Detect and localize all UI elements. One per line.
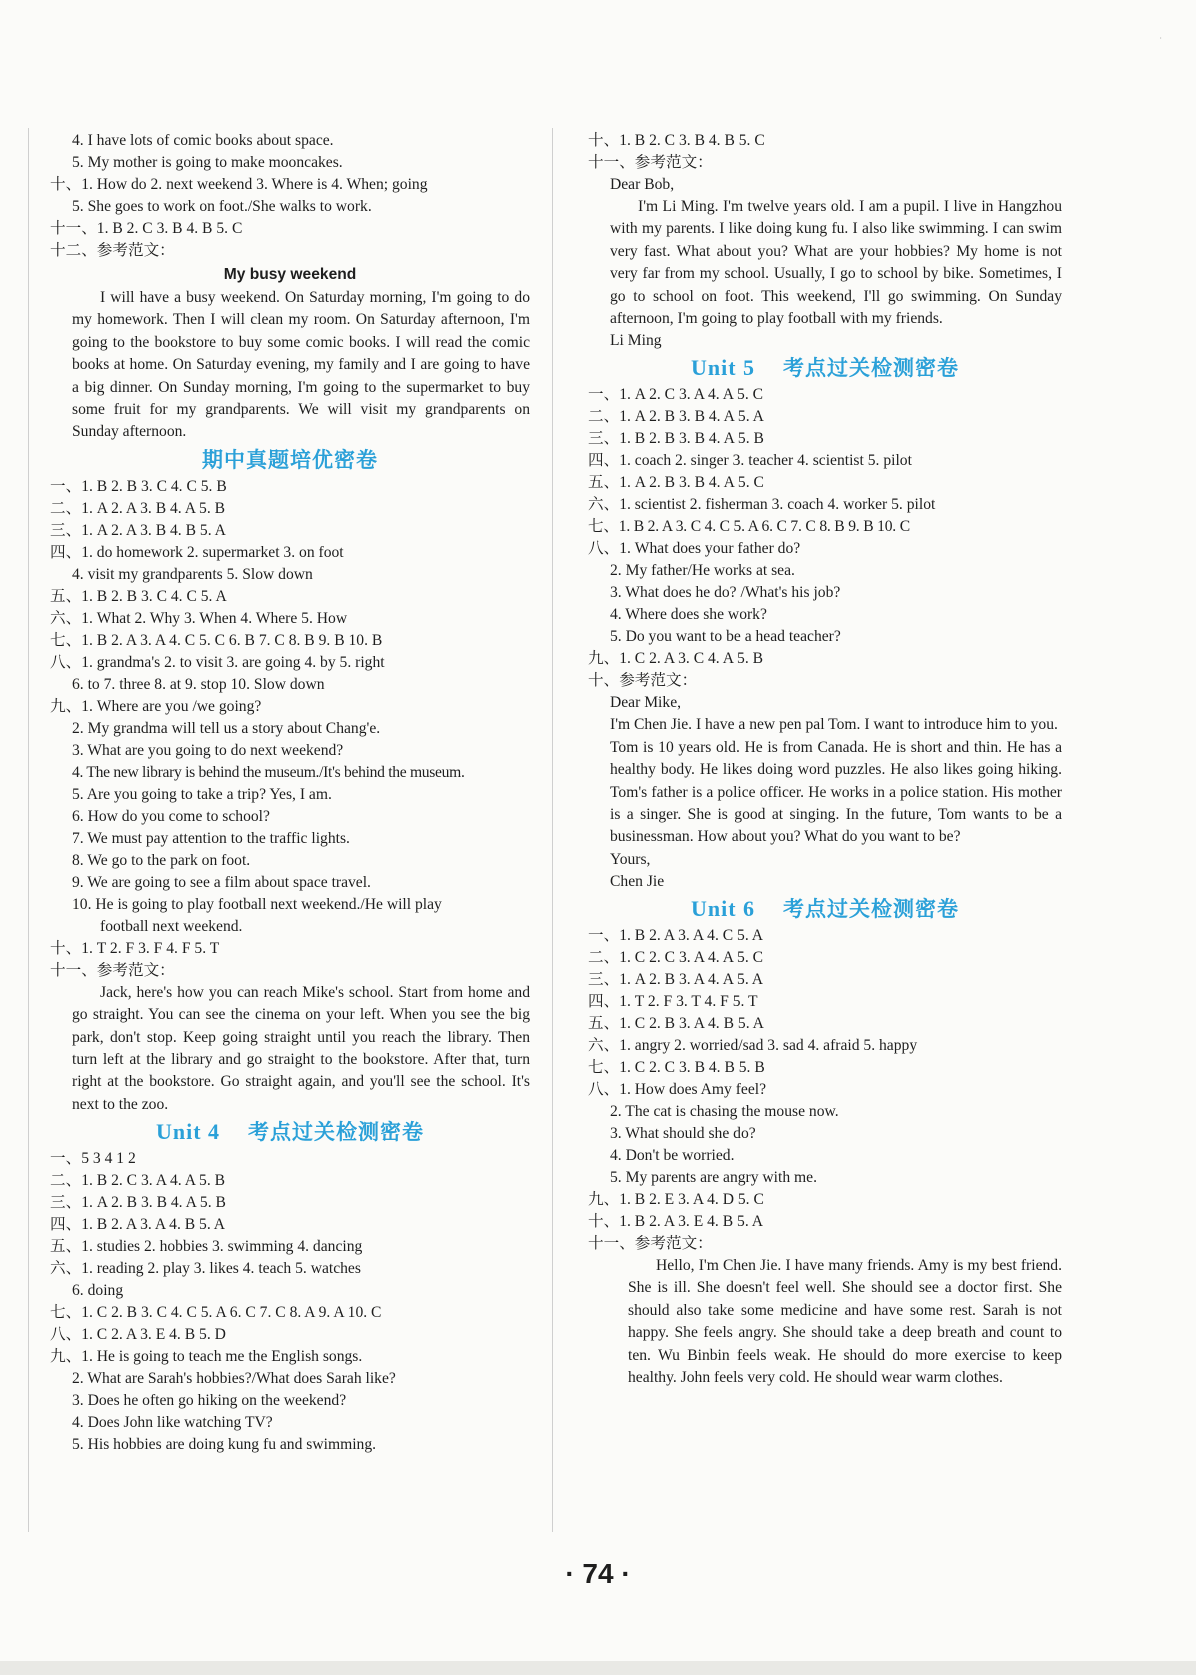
answer-line: 八、1. What does your father do? <box>588 540 801 558</box>
answer-line: 九、1. B 2. E 3. A 4. D 5. C <box>588 1190 764 1208</box>
answer-line: 一、1. A 2. C 3. A 4. A 5. C <box>588 386 764 404</box>
section-title-unit: Unit 5 <box>690 355 756 381</box>
answer-line: 十二、参考范文： <box>50 242 175 259</box>
answer-line: 五、1. A 2. B 3. B 4. A 5. C <box>588 474 764 492</box>
answer-line: 一、1. B 2. B 3. C 4. C 5. B <box>50 477 227 495</box>
letter-greeting: Dear Mike, <box>610 694 682 712</box>
letter-signature: Li Ming <box>610 332 662 350</box>
essay-title: My busy weekend <box>223 266 357 283</box>
corner-mark: · <box>1159 34 1162 43</box>
answer-line: 3. What are you going to do next weekend? <box>72 741 344 759</box>
answer-line: 8. We go to the park on foot. <box>72 851 251 869</box>
answer-line: 十、参考范文： <box>588 672 698 690</box>
answer-line: 五、1. C 2. B 3. A 4. B 5. A <box>588 1014 764 1032</box>
answer-line: 3. What does he do? /What's his job? <box>610 584 841 602</box>
answer-line: 3. What should she do? <box>610 1124 756 1142</box>
answer-line: 9. We are going to see a film about space travel. <box>72 873 371 891</box>
answer-line: 5. She goes to work on foot./She walks to work. <box>72 198 372 215</box>
answer-line: 5. Are you going to take a trip? Yes, I am. <box>72 785 332 803</box>
answer-line: 六、1. scientist 2. fisherman 3. coach 4. worker 5. pilot <box>588 496 936 514</box>
answer-line: 4. Where does she work? <box>610 606 767 624</box>
section-title <box>50 1121 530 1143</box>
answer-line: 4. visit my grandparents 5. Slow down <box>72 565 313 583</box>
answer-line: 三、1. A 2. B 3. A 4. A 5. A <box>588 970 764 988</box>
answer-line: 五、1. B 2. B 3. C 4. C 5. A <box>50 587 227 605</box>
answer-line: 八、1. C 2. A 3. E 4. B 5. D <box>50 1326 226 1344</box>
answer-line: 10. He is going to play football next weekend./He will play <box>72 895 442 913</box>
answer-line: 十、1. T 2. F 3. F 4. F 5. T <box>50 939 220 957</box>
answer-line: 十一、参考范文： <box>588 1234 713 1252</box>
answer-line: 5. My mother is going to make mooncakes. <box>72 154 343 171</box>
answer-line: 6. to 7. three 8. at 9. stop 10. Slow down <box>72 675 325 693</box>
answer-line: 7. We must pay attention to the traffic lights. <box>72 829 350 847</box>
section-title-text: 考点过关检测密卷 <box>248 1120 425 1145</box>
answer-line: 4. Does John like watching TV? <box>72 1414 273 1432</box>
answer-line: 三、1. B 2. B 3. B 4. A 5. B <box>588 430 764 448</box>
answer-line: 二、1. B 2. C 3. A 4. A 5. B <box>50 1172 226 1190</box>
answer-line: 七、1. B 2. A 3. A 4. C 5. C 6. B 7. C 8. B 9. B 10. B <box>50 631 383 649</box>
answer-line: 十一、参考范文： <box>588 154 713 171</box>
answer-line: 七、1. B 2. A 3. C 4. C 5. A 6. C 7. C 8. B 9. B 10. C <box>588 518 910 536</box>
answer-line: 二、1. C 2. C 3. A 4. A 5. C <box>588 948 764 966</box>
answer-line: 七、1. C 2. C 3. B 4. B 5. B <box>588 1058 765 1076</box>
letter-signature: Chen Jie <box>610 872 665 890</box>
answer-line: 十一、参考范文： <box>50 961 175 979</box>
bottom-strip <box>0 1661 1196 1675</box>
answer-line: 6. doing <box>72 1282 124 1300</box>
section-title-text: 考点过关检测密卷 <box>783 896 960 921</box>
answer-line: 十、1. How do 2. next weekend 3. Where is 4. When; going <box>50 176 428 193</box>
section-title: 期中真题培优密卷 <box>202 447 378 472</box>
essay-paragraph: Jack, here's how you can reach Mike's school. Start from home and go straight. You can see the cinema on your left. When you see the big park, don't stop. Keep going straight until you reach the library. Then turn left at the library and go straight to the bookstore. After that, turn right at the bookstore. Go straight again, and you'll see the school. It's next to the zoo. <box>72 983 530 1113</box>
answer-line: 4. I have lots of comic books about space. <box>72 132 334 149</box>
answer-line: 5. His hobbies are doing kung fu and swimming. <box>72 1436 377 1454</box>
answer-line: 5. Do you want to be a head teacher? <box>610 628 841 646</box>
answer-line: 四、1. T 2. F 3. T 4. F 5. T <box>588 992 758 1010</box>
answer-line: football next weekend. <box>100 917 243 935</box>
answer-line: 七、1. C 2. B 3. C 4. C 5. A 6. C 7. C 8. A 9. A 10. C <box>50 1304 382 1322</box>
answer-line: 六、1. What 2. Why 3. When 4. Where 5. How <box>50 609 348 627</box>
answer-line: 3. Does he often go hiking on the weekend? <box>72 1392 347 1410</box>
letter-closing: Yours, <box>610 850 651 868</box>
letter-paragraph: Tom is 10 years old. He is from Canada. He is short and thin. He has a healthy body. He likes doing word puzzles. He also likes going hiking. Tom's father is a police officer. He works in a police station. His mother is a singer. She is good at singing. In the future, Tom wants to be a businessman. How about you? What do you want to be? <box>610 738 1062 846</box>
left-column <box>50 130 530 1456</box>
answer-line: 2. What are Sarah's hobbies?/What does Sarah like? <box>72 1370 396 1388</box>
answer-line: 九、1. Where are you /we going? <box>50 697 262 715</box>
section-title-text: 考点过关检测密卷 <box>783 356 960 381</box>
essay-paragraph: Hello, I'm Chen Jie. I have many friends. Amy is my best friend. She is ill. She doesn't feel well. She should see a doctor first. She should also take some medicine and have some rest. Sarah is not happy. She feels angry. She should take a deep breath and count to ten. Wu Binbin feels weak. He should do more exercise to keep healthy. John feels very cold. He should wear warm clothes. <box>628 1256 1062 1386</box>
answer-line: 四、1. B 2. A 3. A 4. B 5. A <box>50 1216 226 1234</box>
answer-line: 4. The new library is behind the museum./It's behind the museum. <box>72 763 465 781</box>
column-divider <box>552 128 553 1532</box>
answer-line: 一、5 3 4 1 2 <box>50 1150 136 1168</box>
answer-line: 六、1. angry 2. worried/sad 3. sad 4. afraid 5. happy <box>588 1036 918 1054</box>
essay-paragraph: I will have a busy weekend. On Saturday morning, I'm going to do my homework. Then I will clean my room. On Saturday afternoon, I'm going to the bookstore to buy some comic books. I will read the comic books at home. On Saturday evening, my family and I are going to have a big dinner. On Sunday morning, I'm going to the supermarket to buy some fruit for my grandparents. We will visit my grandparents on Sunday afternoon. <box>72 289 530 441</box>
letter-paragraph: I'm Chen Jie. I have a new pen pal Tom. I want to introduce him to you. <box>610 716 1058 734</box>
answer-line: 5. My parents are angry with me. <box>610 1168 817 1186</box>
answer-line: 八、1. grandma's 2. to visit 3. are going 4. by 5. right <box>50 653 385 671</box>
left-margin-rule <box>28 128 29 1532</box>
letter-paragraph: I'm Li Ming. I'm twelve years old. I am a pupil. I live in Hangzhou with my parents. I like doing kung fu. I also like swimming. I can swim very fast. What about you? What are your hobbies? My home is not very far from my school. Usually, I go to school by bike. Sometimes, I go to school on foot. This weekend, I'll go swimming. On Sunday afternoon, I'm going to play football with my friends. <box>610 198 1062 328</box>
page-number: · 74 · <box>565 1558 631 1589</box>
right-column <box>588 130 1062 1389</box>
answer-line: 六、1. reading 2. play 3. likes 4. teach 5. watches <box>50 1260 361 1278</box>
answer-line: 四、1. coach 2. singer 3. teacher 4. scientist 5. pilot <box>588 452 912 470</box>
answer-line: 三、1. A 2. B 3. B 4. A 5. B <box>50 1194 226 1212</box>
answer-line: 九、1. C 2. A 3. C 4. A 5. B <box>588 650 764 668</box>
section-title <box>588 357 1062 379</box>
answer-line: 2. My father/He works at sea. <box>610 562 795 580</box>
answer-line: 2. The cat is chasing the mouse now. <box>610 1102 839 1120</box>
answer-line: 四、1. do homework 2. supermarket 3. on foot <box>50 543 344 561</box>
answer-line: 三、1. A 2. A 3. B 4. B 5. A <box>50 521 226 539</box>
answer-line: 6. How do you come to school? <box>72 807 270 825</box>
answer-line: 十一、1. B 2. C 3. B 4. B 5. C <box>50 220 243 237</box>
answer-line: 八、1. How does Amy feel? <box>588 1080 766 1098</box>
section-title-unit: Unit 6 <box>690 895 756 921</box>
answer-line: 十、1. B 2. C 3. B 4. B 5. C <box>588 132 765 149</box>
answer-line: 九、1. He is going to teach me the English songs. <box>50 1348 363 1366</box>
answer-line: 一、1. B 2. A 3. A 4. C 5. A <box>588 926 764 944</box>
answer-line: 二、1. A 2. B 3. B 4. A 5. A <box>588 408 764 426</box>
answer-line: 4. Don't be worried. <box>610 1146 735 1164</box>
answer-line: 2. My grandma will tell us a story about Chang'e. <box>72 719 381 737</box>
section-title <box>588 895 1062 921</box>
section-title-unit: Unit 4 <box>155 1119 221 1145</box>
letter-greeting: Dear Bob, <box>610 176 675 193</box>
answer-line: 十、1. B 2. A 3. E 4. B 5. A <box>588 1212 764 1230</box>
answer-line: 五、1. studies 2. hobbies 3. swimming 4. dancing <box>50 1238 363 1256</box>
answer-line: 二、1. A 2. A 3. B 4. A 5. B <box>50 499 226 517</box>
